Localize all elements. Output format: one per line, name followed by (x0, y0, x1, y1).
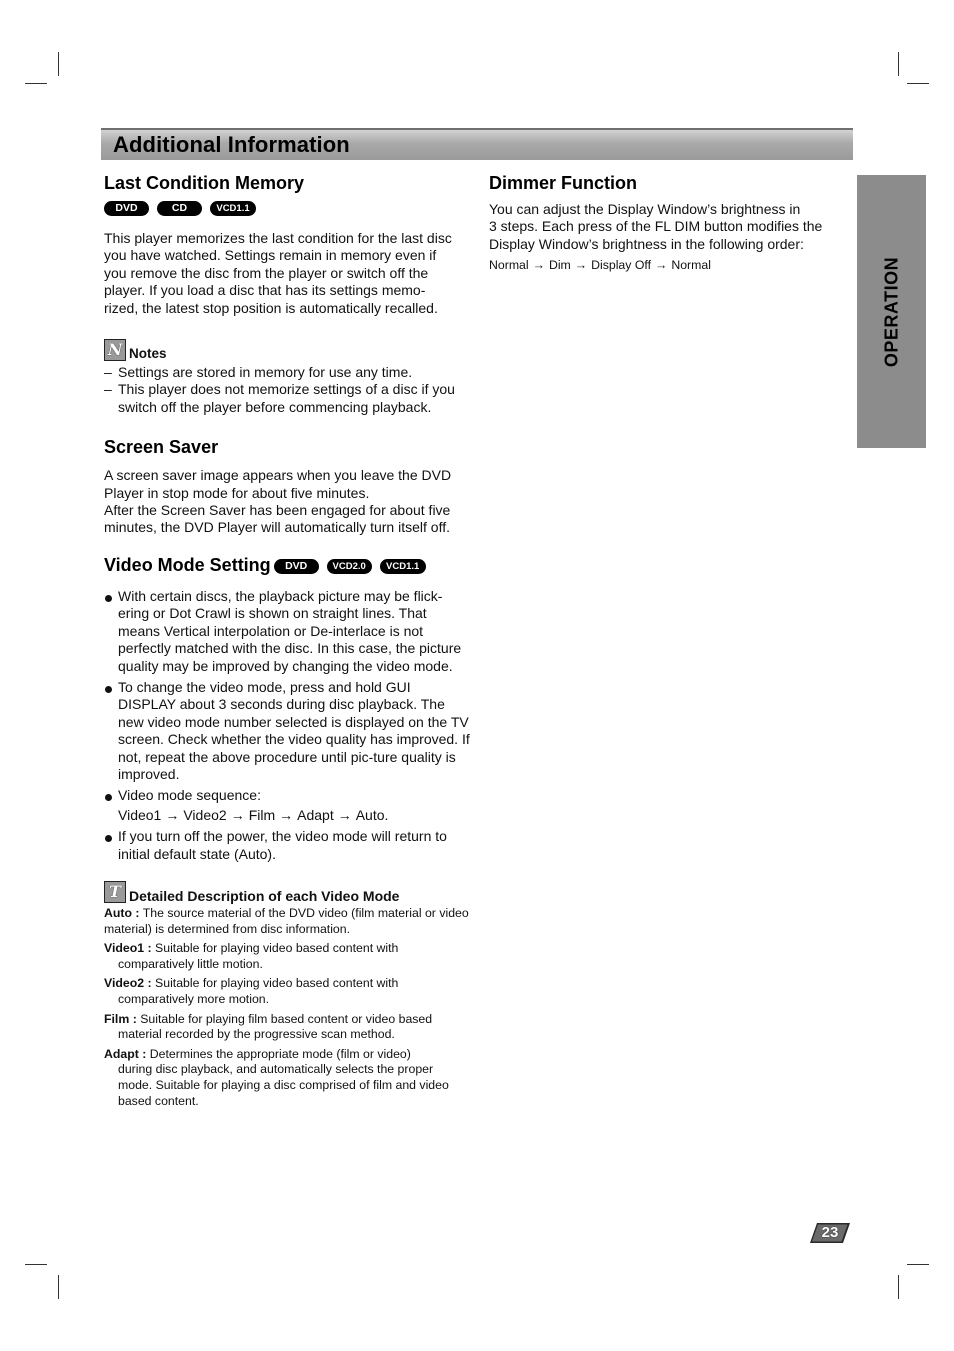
body-line: you have watched. Settings remain in memory even if (104, 247, 437, 264)
right-column (489, 172, 849, 273)
notes-header (104, 339, 470, 361)
video-mode-sequence (118, 807, 470, 824)
vcd20-badge: VCD2.0 (327, 559, 372, 574)
crop-mark (898, 1275, 899, 1299)
arrow-icon: → (337, 806, 352, 823)
disc-badges (104, 201, 470, 216)
desc-term: Adapt : (104, 1046, 147, 1061)
left-column (104, 172, 470, 1113)
desc-term: Video1 : (104, 941, 152, 956)
video-mode-heading: Video Mode Setting (104, 554, 271, 575)
video-mode-badges (274, 559, 426, 574)
crop-mark (907, 1264, 929, 1265)
desc-video1 (104, 941, 470, 972)
body-line: After the Screen Saver has been engaged for about five (104, 502, 451, 519)
seq-step: Video2 (183, 806, 227, 823)
desc-cont: comparatively little motion. (118, 956, 263, 971)
seq-step: Normal (489, 258, 529, 273)
arrow-icon: → (165, 806, 180, 823)
desc-term: Film : (104, 1011, 137, 1026)
body-line: A screen saver image appears when you leave the DVD (104, 467, 452, 484)
crop-mark (25, 1264, 47, 1265)
notes-icon: N (104, 339, 126, 361)
note-item: – Settings are stored in memory for use any time. (104, 364, 470, 381)
vcd11-badge: VCD1.1 (380, 559, 426, 574)
crop-mark (58, 52, 59, 76)
body-line: 3 steps. Each press of the FL DIM button modifies the (489, 218, 823, 235)
screen-saver-body (104, 467, 470, 537)
body-line: minutes, the DVD Player will automatically turn itself off. (104, 519, 450, 536)
seq-step: Adapt (297, 806, 334, 823)
page-number-badge (809, 1222, 851, 1244)
dvd-badge: DVD (104, 201, 149, 216)
vcd11-badge: VCD1.1 (210, 201, 256, 216)
desc-text: Determines the appropriate mode (film or video) (149, 1046, 411, 1061)
body-line: rized, the latest stop position is automatically recalled. (104, 299, 438, 316)
body-line: This player memorizes the last condition for the last disc (104, 230, 452, 246)
arrow-icon: → (230, 806, 245, 823)
body-line: you remove the disc from the player or switch off the (104, 264, 429, 281)
desc-term: Video2 : (104, 976, 152, 991)
seq-step: Display Off (591, 258, 652, 273)
detail-header (104, 881, 470, 903)
bullet-item: To change the video mode, press and hold GUI DISPLAY about 3 seconds during disc playback. The new video mode number selected is displayed on the TV screen. Check whether the video quality has improved. If not, repeat the above procedure until pic-ture quality is improved. (104, 679, 470, 783)
desc-text: Suitable for playing film based content or video based (140, 1011, 433, 1026)
desc-cont: comparatively more motion. (118, 991, 270, 1006)
bullet-item (104, 787, 470, 824)
dvd-badge: DVD (274, 559, 319, 574)
bullet-item: With certain discs, the playback picture may be flick-ering or Dot Crawl is shown on straight lines. That means Vertical interpolation or De-interlace is not perfectly matched with the disc. In this case, the picture quality may be improved by changing the video mode. (104, 588, 470, 675)
cd-badge: CD (157, 201, 202, 216)
notes-title: Notes (129, 346, 167, 362)
notes-list (104, 364, 470, 416)
body-line: player. If you load a disc that has its settings memo- (104, 282, 426, 299)
desc-film (104, 1012, 470, 1043)
body-line: Player in stop mode for about five minutes. (104, 484, 370, 501)
dimmer-heading: Dimmer Function (489, 173, 638, 193)
page-number: 23 (821, 1224, 839, 1241)
desc-video2 (104, 976, 470, 1007)
seq-step: Normal (671, 258, 711, 273)
side-tab-label: OPERATION (881, 256, 901, 367)
note-item: – This player does not memorize settings of a disc if you switch off the player before commencing playback. (104, 381, 470, 416)
crop-mark (907, 83, 929, 84)
seq-step: Film (248, 806, 276, 823)
detail-title: Detailed Description of each Video Mode (129, 887, 400, 904)
desc-term: Auto : (104, 905, 140, 920)
arrow-icon: → (574, 258, 588, 273)
tip-icon: T (104, 881, 126, 903)
desc-text: Suitable for playing video based content with (155, 976, 399, 991)
crop-mark (58, 1275, 59, 1299)
arrow-icon: → (532, 258, 545, 273)
desc-text: The source material of the DVD video (film material or video material) is determined from disc information. (104, 905, 469, 936)
desc-cont: material recorded by the progressive scan method. (118, 1027, 395, 1042)
desc-text: Suitable for playing video based content with (155, 941, 399, 956)
operation-side-tab (857, 175, 926, 448)
section-title-bar (101, 128, 853, 160)
body-line: You can adjust the Display Window’s brightness in (489, 201, 801, 217)
seq-step: Video1 (118, 806, 162, 823)
video-mode-descriptions (104, 906, 470, 1109)
desc-auto (104, 906, 470, 937)
crop-mark (898, 52, 899, 76)
arrow-icon: → (655, 258, 668, 273)
screen-saver-heading: Screen Saver (104, 437, 219, 458)
bullet-text: Video mode sequence: (118, 787, 261, 804)
page-title: Additional Information (113, 132, 350, 157)
bullet-item: If you turn off the power, the video mode will return to initial default state (Auto). (104, 828, 470, 863)
crop-mark (25, 83, 47, 84)
video-mode-heading-row (104, 554, 470, 576)
last-condition-body (104, 230, 470, 317)
desc-cont: during disc playback, and automatically selects the proper mode. Suitable for playing a disc comprised of film and video based content. (118, 1062, 449, 1108)
body-line: Display Window’s brightness in the following order: (489, 235, 804, 252)
desc-adapt (104, 1047, 470, 1109)
last-condition-heading: Last Condition Memory (104, 173, 305, 193)
seq-step: Dim (548, 258, 571, 273)
video-mode-bullets (104, 588, 470, 863)
dimmer-body (489, 201, 849, 253)
seq-step: Auto. (355, 806, 389, 823)
arrow-icon: → (279, 806, 294, 823)
dimmer-sequence (489, 257, 849, 273)
